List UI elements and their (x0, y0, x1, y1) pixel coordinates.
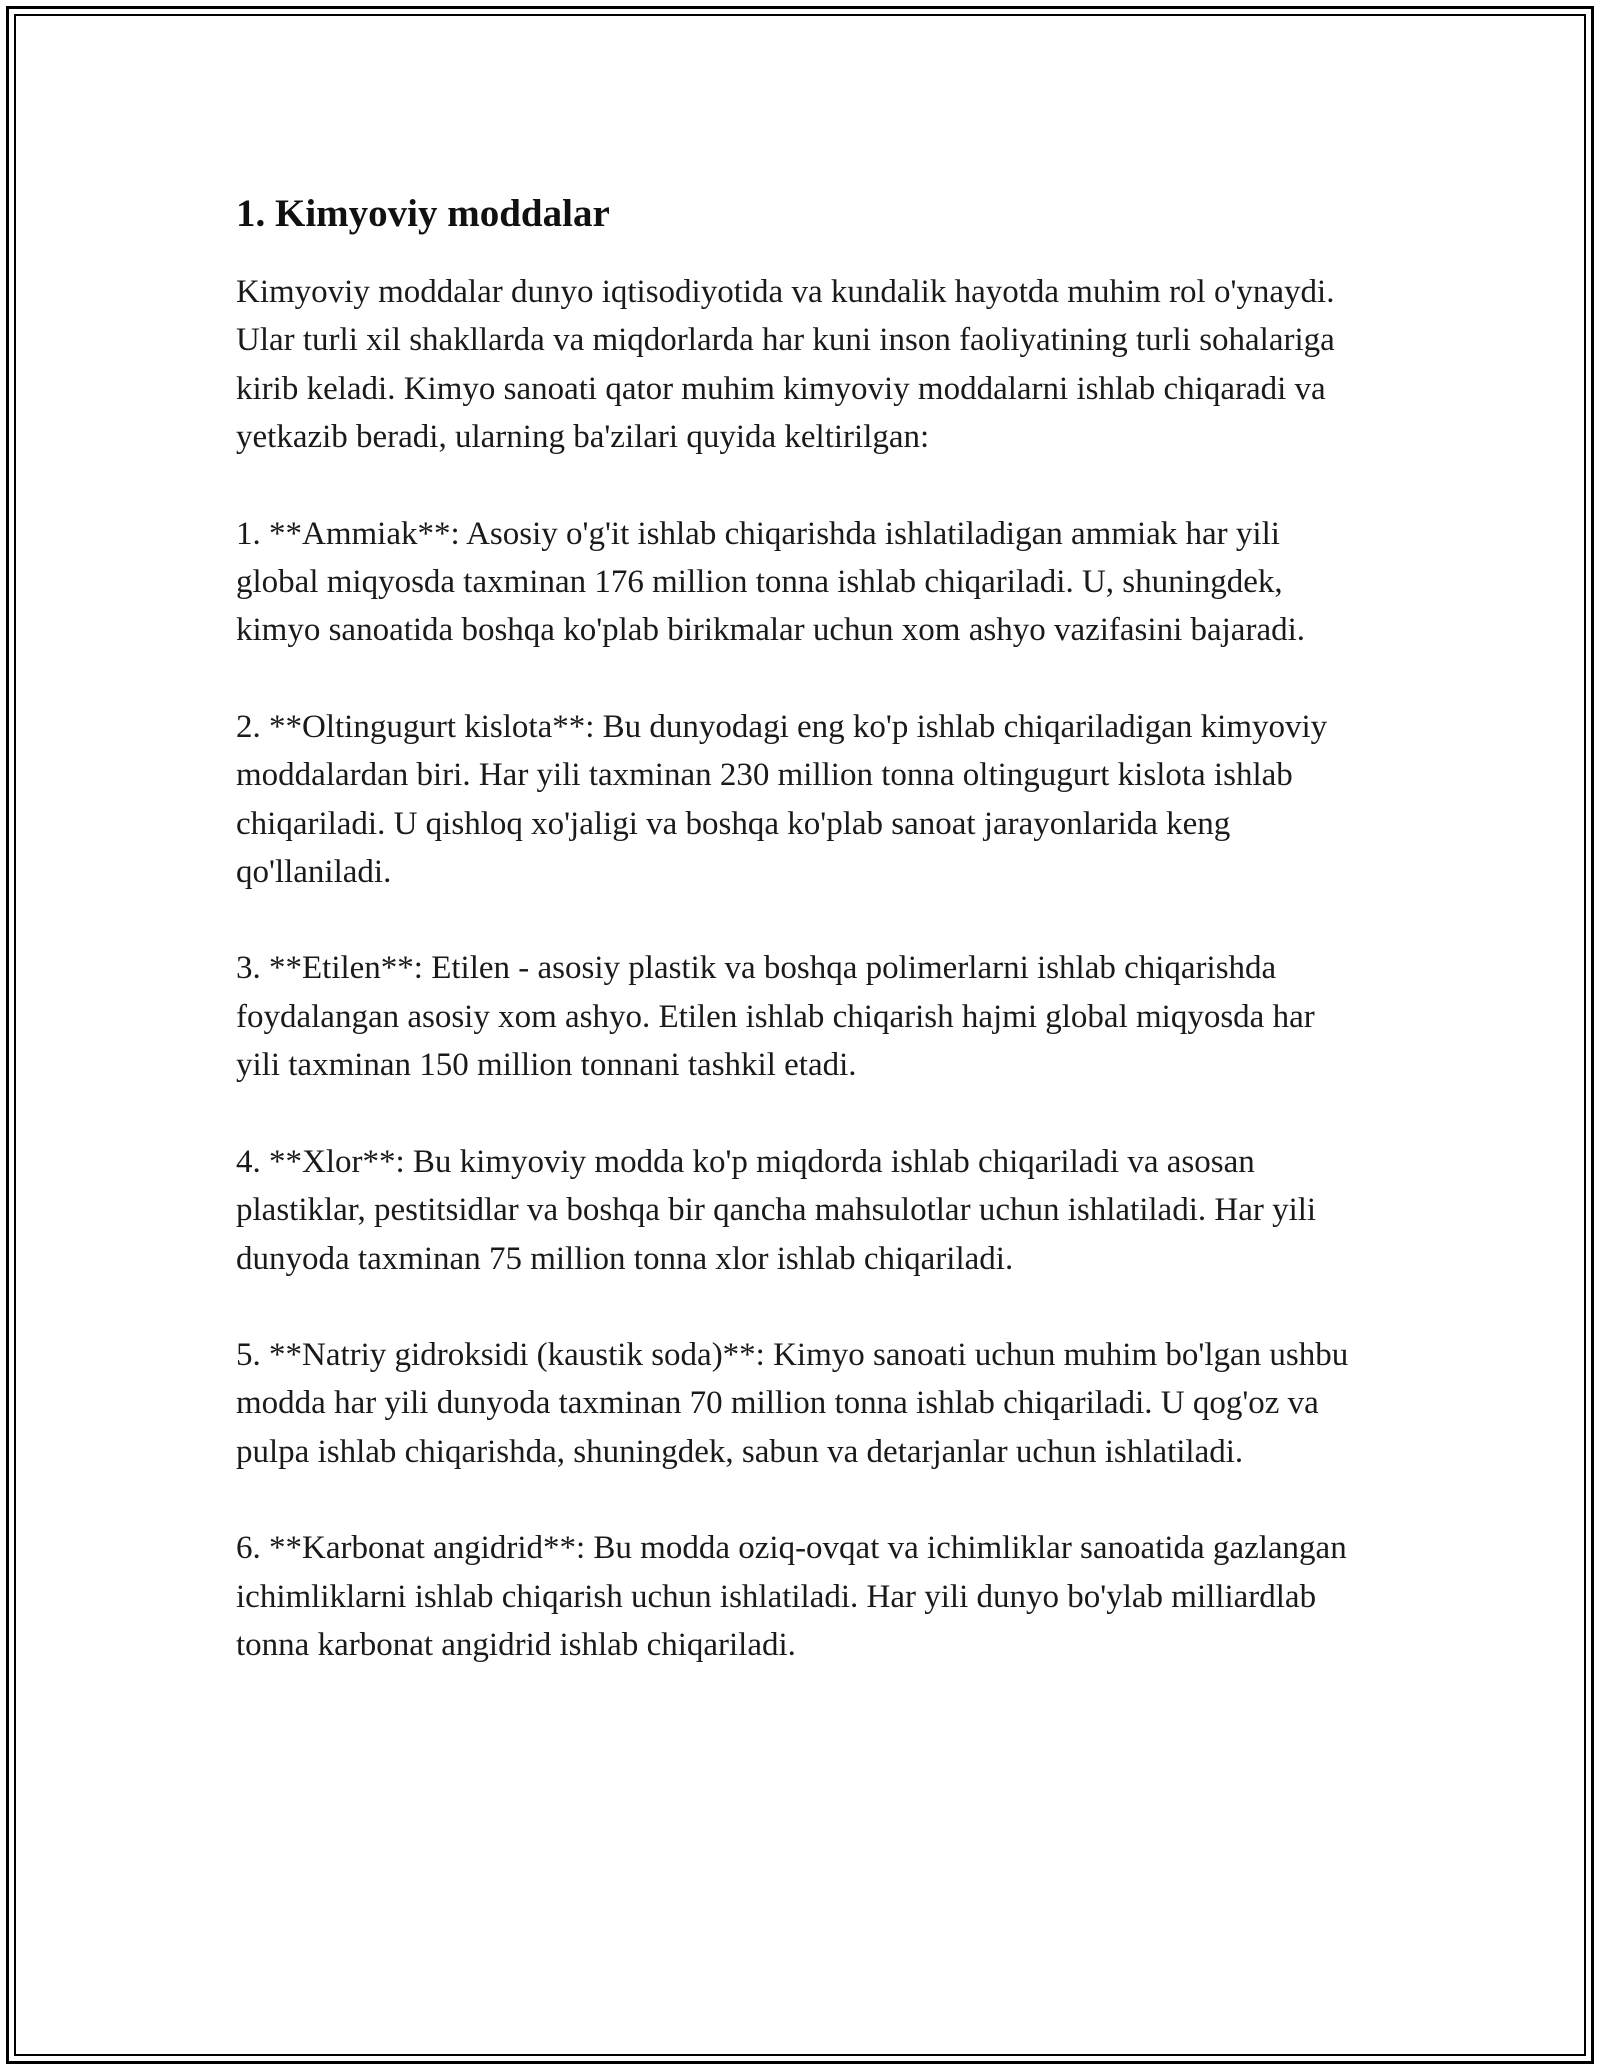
list-item-oltingugurt-kislota: 2. **Oltingugurt kislota**: Bu dunyodagi eng ko'p ishlab chiqariladigan kimyoviy moddalardan biri. Har yili taxminan 230 million tonna oltingugurt kislota ishlab chiqariladi. U qishloq xo'jaligi va boshqa ko'plab sanoat jarayonlarida keng qo'llaniladi. (236, 708, 1328, 891)
intro-paragraph: Kimyoviy moddalar dunyo iqtisodiyotida va kundalik hayotda muhim rol o'ynaydi. Ular turli xil shakllarda va miqdorlarda har kuni inson faoliyatining turli sohalariga kirib keladi. Kimyo sanoati qator muhim kimyoviy moddalarni ishlab chiqaradi va yetkazib beradi, ularning ba'zilari quyida keltirilgan: (236, 274, 1335, 456)
list-item-ammiak: 1. **Ammiak**: Asosiy o'g'it ishlab chiqarishda ishlatiladigan ammiak har yili global miqyosda taxminan 176 million tonna ishlab chiqariladi. U, shuningdek, kimyo sanoatida boshqa ko'plab birikmalar uchun xom ashyo vazifasini bajaradi. (236, 515, 1306, 649)
list-item-natriy-gidroksidi: 5. **Natriy gidroksidi (kaustik soda)**: Kimyo sanoati uchun muhim bo'lgan ushbu modda har yili dunyoda taxminan 70 million tonna ishlab chiqariladi. U qog'oz va pulpa ishlab chiqarishda, shuningdek, sabun va detarjanlar uchun ishlatiladi. (236, 1336, 1349, 1470)
document-body (236, 186, 1366, 1717)
list-item-xlor: 4. **Xlor**: Bu kimyoviy modda ko'p miqdorda ishlab chiqariladi va asosan plastiklar, pestitsidlar va boshqa bir qancha mahsulotlar uchun ishlatiladi. Har yili dunyoda taxminan 75 million tonna xlor ishlab chiqariladi. (236, 1143, 1317, 1277)
section-heading: 1. Kimyoviy moddalar (236, 192, 610, 235)
list-item-karbonat-angidrid: 6. **Karbonat angidrid**: Bu modda oziq-ovqat va ichimliklar sanoatida gazlangan ichimliklarni ishlab chiqarish uchun ishlatiladi. Har yili dunyo bo'ylab milliardlab tonna karbonat angidrid ishlab chiqariladi. (236, 1530, 1347, 1663)
list-item-etilen: 3. **Etilen**: Etilen - asosiy plastik va boshqa polimerlarni ishlab chiqarishda foydalangan asosiy xom ashyo. Etilen ishlab chiqarish hajmi global miqyosda har yili taxminan 150 million tonnani tashkil etadi. (236, 950, 1315, 1084)
